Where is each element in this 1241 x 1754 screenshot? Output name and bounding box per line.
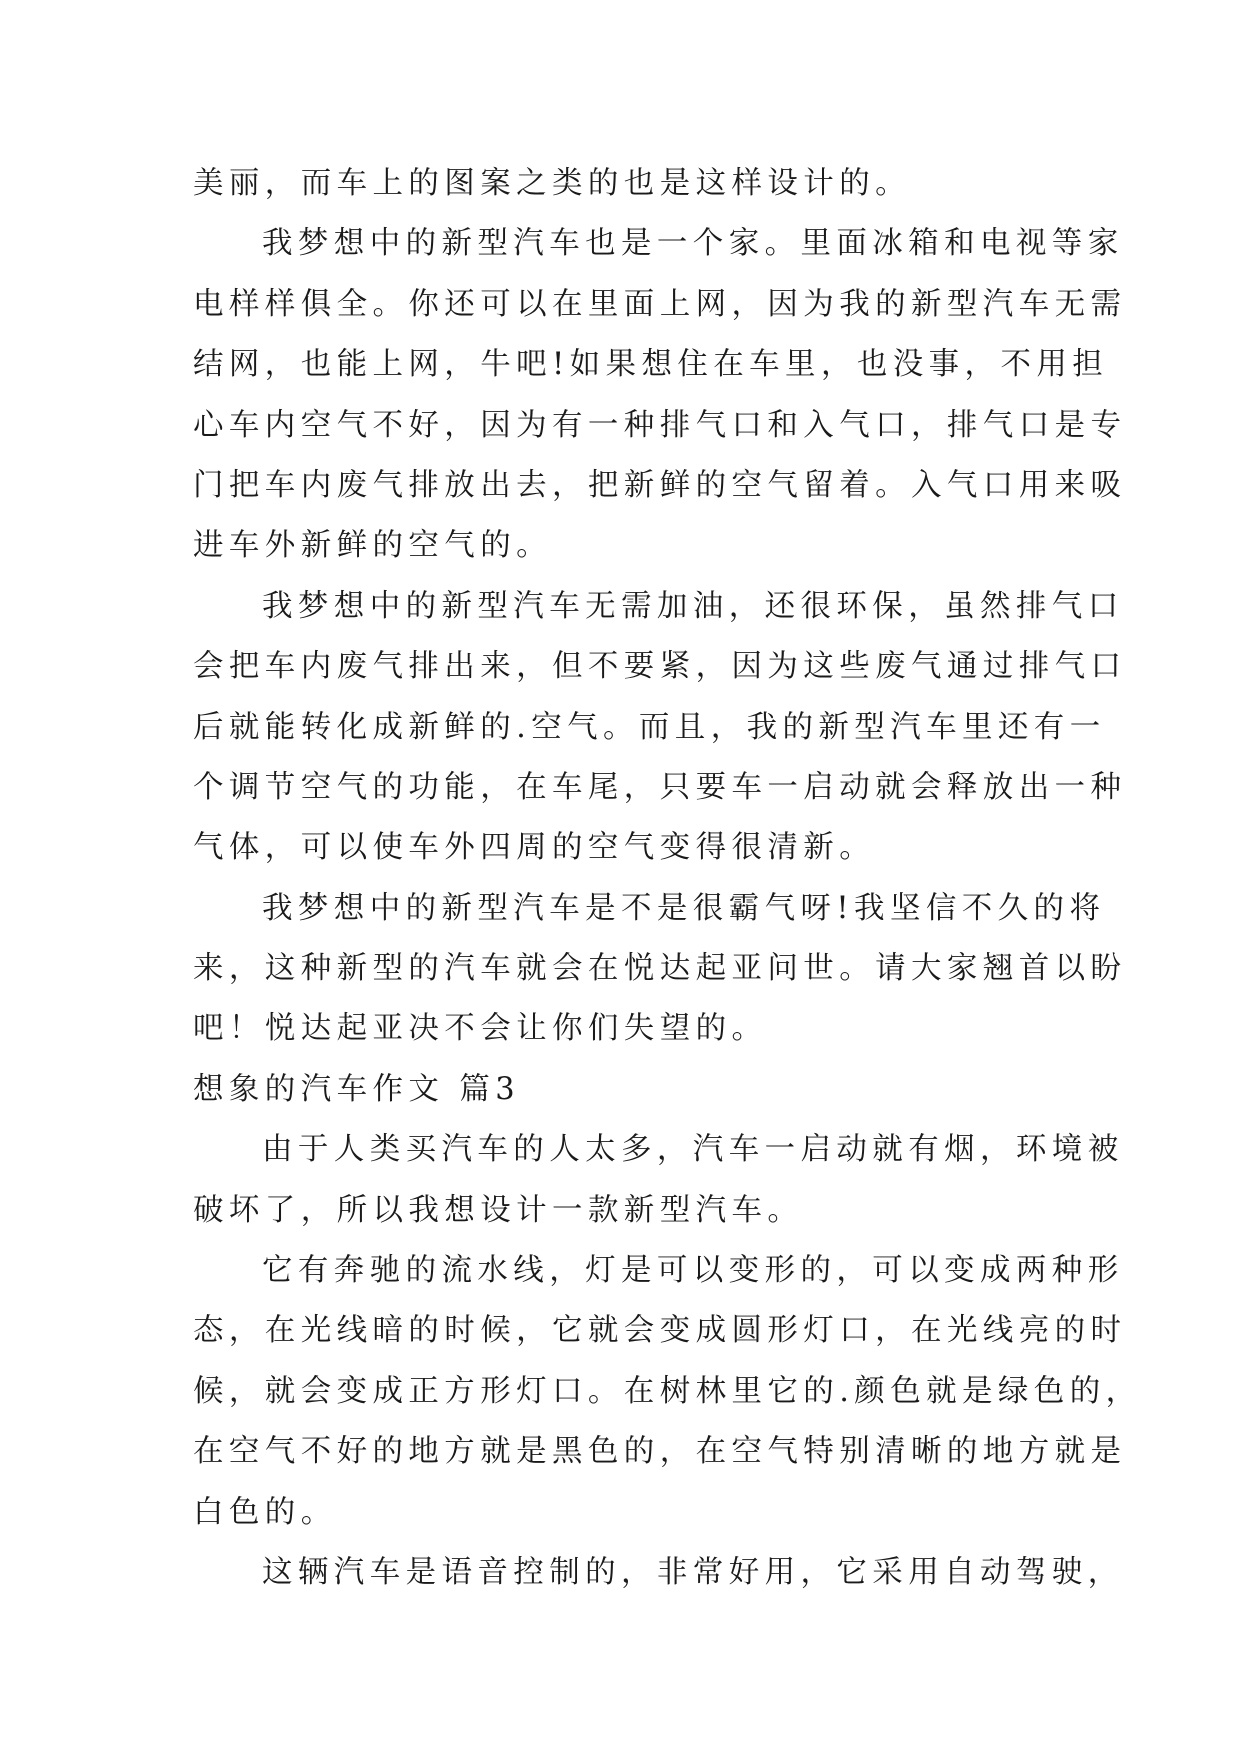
text-line: 美丽，而车上的图案之类的也是这样设计的。	[193, 166, 911, 201]
paragraph-first-line: 由于人类买汽车的人太多，汽车一启动就有烟，环境被	[262, 1132, 1124, 1168]
text-line: 吧！悦达起亚决不会让你们失望的。	[193, 1011, 768, 1047]
text-line: 门把车内废气排放出去，把新鲜的空气留着。入气口用来吸	[193, 467, 1127, 503]
text-line: 气体，可以使车外四周的空气变得很清新。	[193, 830, 876, 866]
text-line: 电样样俱全。你还可以在里面上网，因为我的新型汽车无需	[193, 286, 1127, 322]
paragraph-first-line: 它有奔驰的流水线，灯是可以变形的，可以变成两种形	[262, 1253, 1124, 1289]
text-line: 态，在光线暗的时候，它就会变成圆形灯口，在光线亮的时	[193, 1313, 1127, 1349]
text-line: 想象的汽车作文 篇3	[193, 1071, 521, 1107]
text-line: 来，这种新型的汽车就会在悦达起亚问世。请大家翘首以盼	[193, 951, 1127, 987]
text-line: 破坏了，所以我想设计一款新型汽车。	[193, 1192, 804, 1228]
text-line: 会把车内废气排出来，但不要紧，因为这些废气通过排气口	[193, 649, 1127, 685]
text-line: 白色的。	[193, 1494, 337, 1530]
text-line: 进车外新鲜的空气的。	[193, 528, 552, 564]
text-line: 在空气不好的地方就是黑色的，在空气特别清晰的地方就是	[193, 1434, 1127, 1470]
paragraph-first-line: 这辆汽车是语音控制的，非常好用，它采用自动驾驶，	[262, 1554, 1124, 1590]
paragraph-first-line: 我梦想中的新型汽车无需加油，还很环保，虽然排气口	[262, 588, 1124, 624]
text-line: 心车内空气不好，因为有一种排气口和入气口，排气口是专	[193, 407, 1127, 443]
text-line: 候，就会变成正方形灯口。在树林里它的.颜色就是绿色的，	[193, 1373, 1142, 1409]
document-body	[193, 160, 1142, 1609]
text-line: 结网，也能上网，牛吧!如果想住在车里，也没事，不用担	[193, 347, 1109, 383]
text-line: 个调节空气的功能，在车尾，只要车一启动就会释放出一种	[193, 769, 1127, 805]
paragraph-first-line: 我梦想中的新型汽车是不是很霸气呀!我坚信不久的将	[262, 890, 1106, 926]
text-line: 后就能转化成新鲜的.空气。而且，我的新型汽车里还有一	[193, 709, 1106, 745]
paragraph-first-line: 我梦想中的新型汽车也是一个家。里面冰箱和电视等家	[262, 226, 1124, 262]
